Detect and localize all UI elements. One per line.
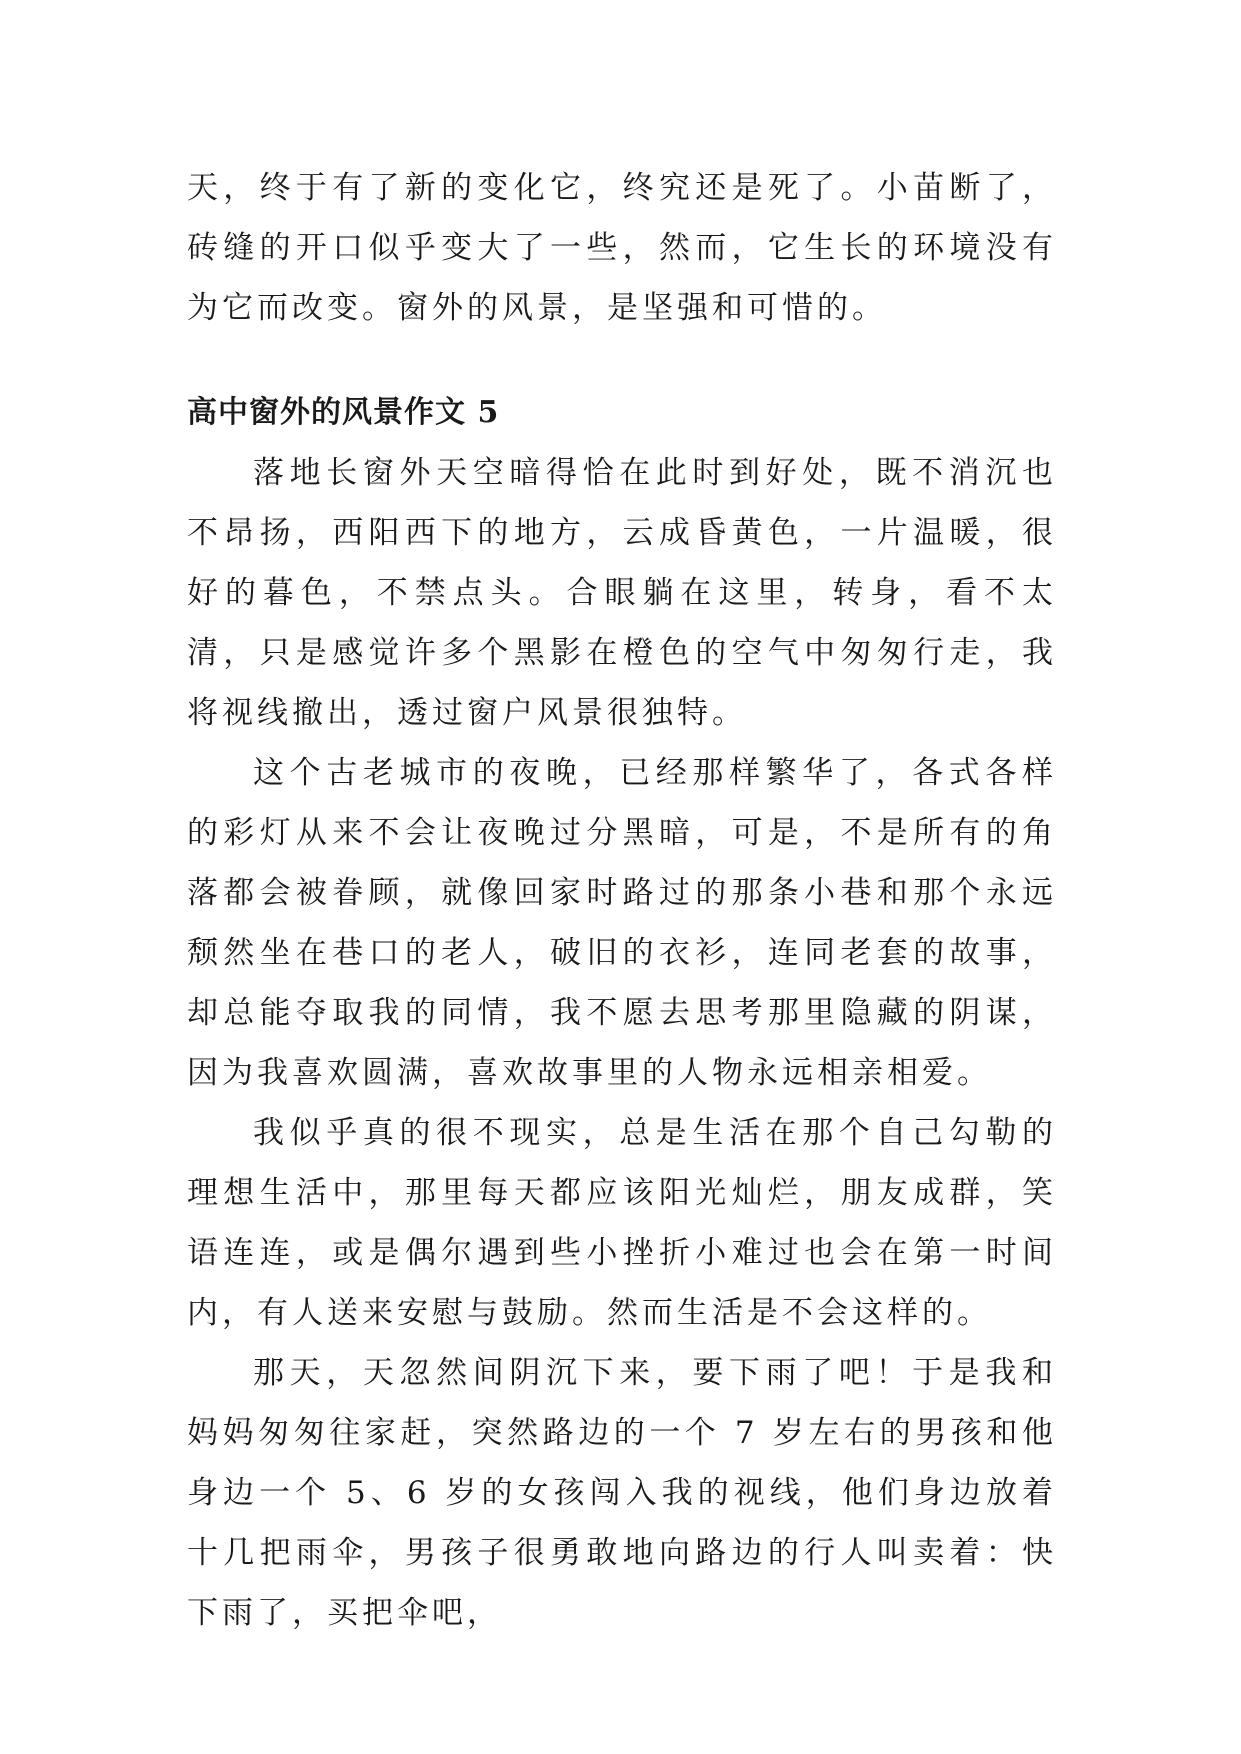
body-paragraph-3: 我似乎真的很不现实，总是生活在那个自己勾勒的理想生活中，那里每天都应该阳光灿烂，朋友成群，笑语连连，或是偶尔遇到些小挫折小难过也会在第一时间内，有人送来安慰与鼓励。然而生活是不会这样的。 [187, 1115, 1057, 1331]
body-paragraph-1: 落地长窗外天空暗得恰在此时到好处，既不消沉也不昂扬，西阳西下的地方，云成昏黄色，一片温暖，很好的暮色，不禁点头。合眼躺在这里，转身，看不太清，只是感觉许多个黑影在橙色的空气中匆匆行走，我将视线撤出，透过窗户风景很独特。 [187, 455, 1057, 731]
body-paragraph-2: 这个古老城市的夜晚，已经那样繁华了，各式各样的彩灯从来不会让夜晚过分黑暗，可是，不是所有的角落都会被眷顾，就像回家时路过的那条小巷和那个永远颓然坐在巷口的老人，破旧的衣衫，连同老套的故事，却总能夺取我的同情，我不愿去思考那里隐藏的阴谋，因为我喜欢圆满，喜欢故事里的人物永远相亲相爱。 [187, 755, 1057, 1091]
section-title: 高中窗外的风景作文 5 [187, 395, 500, 430]
body-paragraph-4: 那天，天忽然间阴沉下来，要下雨了吧！于是我和妈妈匆匆往家赶，突然路边的一个 7 岁左右的男孩和他身边一个 5、6 岁的女孩闯入我的视线，他们身边放着十几把雨伞，男孩子很勇敢地向路边的行人叫卖着：快下雨了，买把伞吧， [187, 1355, 1057, 1631]
document-body [187, 158, 1057, 1643]
intro-paragraph: 天，终于有了新的变化它，终究还是死了。小苗断了，砖缝的开口似乎变大了一些，然而，它生长的环境没有为它而改变。窗外的风景，是坚强和可惜的。 [187, 170, 1057, 326]
